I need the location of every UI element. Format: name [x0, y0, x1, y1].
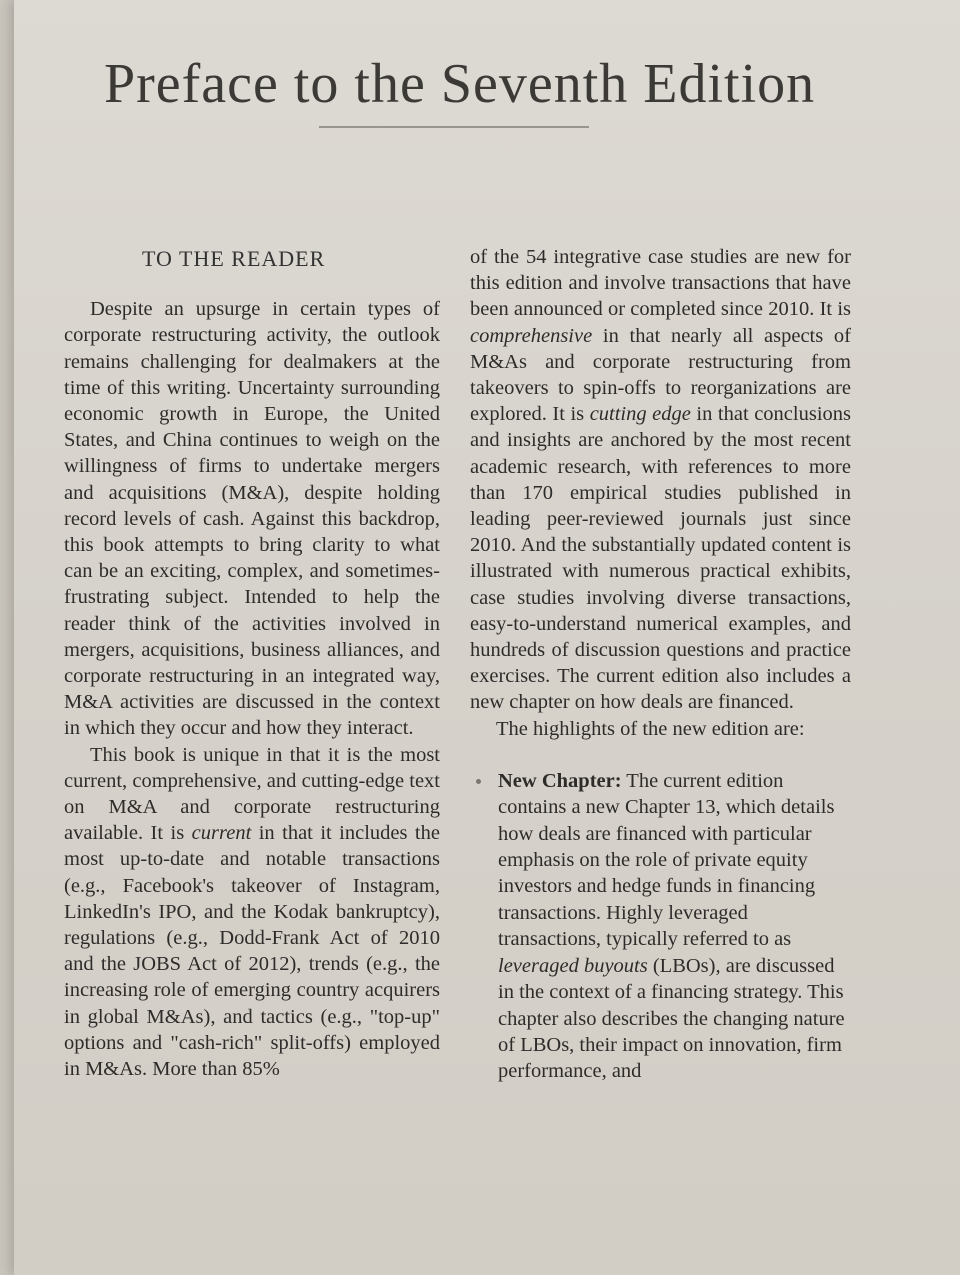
paragraph-unique-text-b: in that it includes the most up-to-date and notable transactions (e.g., Facebook's takeover of Instagram, LinkedIn's IPO, and the Kodak bankruptcy), regulations (e.g., Dodd-Frank Act of 2010 and the JOBS Act of 2012), trends (e.g., the increasing role of emerging country acquirers in global M&As), and tactics (e.g., "top-up" options and "cash-rich" split-offs) employed in M&As. More than 85% [64, 822, 440, 1081]
paragraph-continued-text-a: of the 54 integrative case studies are new for this edition and involve transactions that have been announced or completed since 2010. It is [470, 246, 851, 321]
emphasis-current: current [191, 822, 252, 845]
page-title: Preface to the Seventh Edition [104, 53, 816, 115]
title-underline [319, 126, 589, 128]
list-item [470, 768, 851, 1085]
left-column [64, 240, 440, 1082]
paragraph-continued [470, 244, 851, 716]
bullet-heading: New Chapter: [498, 769, 622, 792]
paragraph-continued-text-b: in that nearly all aspects of M&As and corporate restructuring from takeovers to spin-offs to reorganizations are explored. It is [470, 324, 851, 426]
emphasis-comprehensive: comprehensive [470, 324, 593, 347]
paragraph-intro [64, 296, 440, 741]
right-column [470, 244, 851, 1085]
highlights-list [470, 768, 851, 1085]
book-page [14, 0, 960, 1275]
section-heading: TO THE READER [142, 246, 326, 271]
bullet-text-b: (LBOs), are discussed in the context of a financing strategy. This chapter also describes the changing nature of LBOs, their impact on innovation, firm performance, and [498, 954, 845, 1083]
bullet-icon [476, 779, 481, 784]
emphasis-cutting-edge: cutting edge [589, 403, 691, 426]
paragraph-intro-text: Despite an upsurge in certain types of corporate restructuring activity, the outlook remains challenging for dealmakers at the time of this writing. Uncertainty surrounding economic growth in Europe, the United States, and China continues to weigh on the willingness of firms to undertake mergers and acquisitions (M&A), despite holding record levels of cash. Against this backdrop, this book attempts to bring clarity to what can be an exciting, complex, and sometimes-frustrating subject. Intended to help the reader think of the activities involved in mergers, acquisitions, business alliances, and corporate restructuring in an integrated way, M&A activities are discussed in the context in which they occur and how they interact. [64, 298, 440, 740]
paragraph-unique [64, 742, 440, 1083]
highlights-intro: The highlights of the new edition are: [496, 717, 805, 740]
bullet-text-a: The current edition contains a new Chapter 13, which details how deals are financed with particular emphasis on the role of private equity investors and hedge funds in financing transactions. Highly leveraged transactions, typically referred to as [498, 769, 835, 951]
paragraph-continued-text-c: in that conclusions and insights are anchored by the most recent academic research, with references to more than 170 empirical studies published in leading peer-reviewed journals just since 2010. And the substantially updated content is illustrated with numerous practical exhibits, case studies involving diverse transactions, easy-to-understand numerical examples, and hundreds of discussion questions and practice exercises. The current edition also includes a new chapter on how deals are financed. [470, 403, 851, 714]
paragraph-unique-text-a: This book is unique in that it is the most current, comprehensive, and cutting-edge text on M&A and corporate restructuring available. It is [64, 743, 440, 845]
emphasis-leveraged-buyouts: leveraged buyouts [498, 954, 648, 977]
